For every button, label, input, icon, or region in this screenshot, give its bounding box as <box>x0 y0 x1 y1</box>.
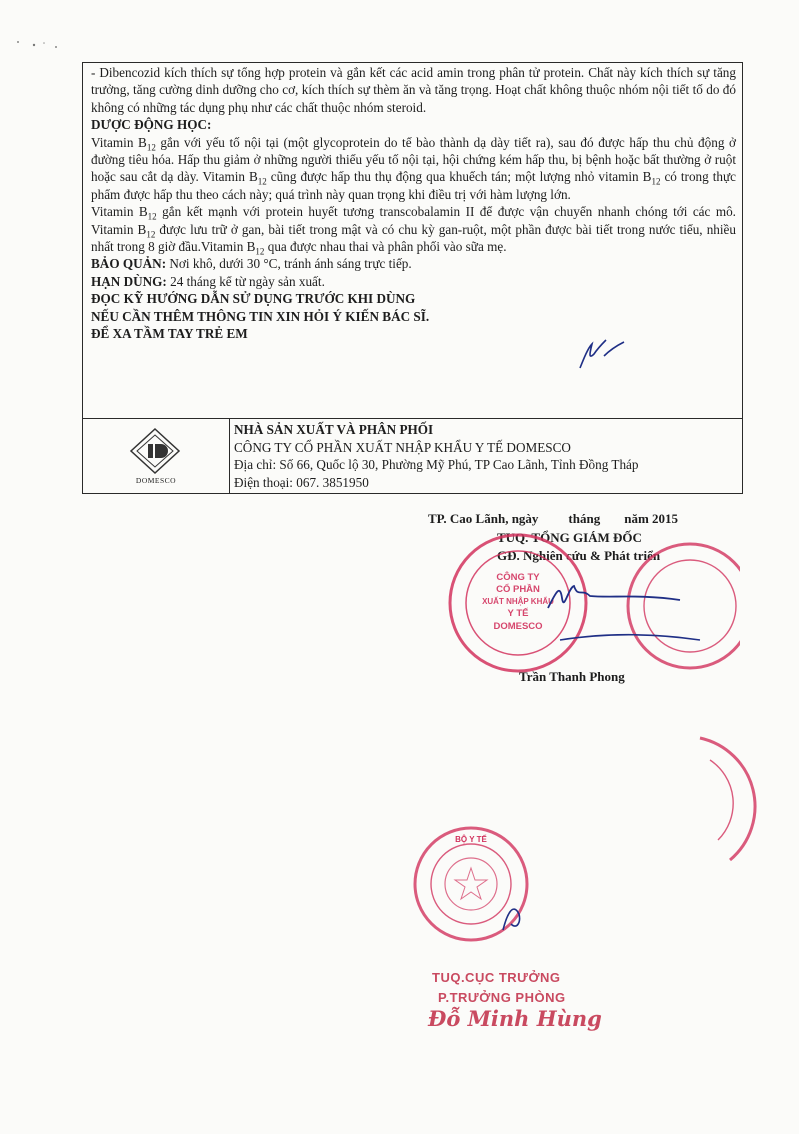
leaflet-content <box>91 64 736 343</box>
manufacturer-info <box>230 419 639 493</box>
storage-line: BẢO QUẢN: Nơi khô, dưới 30 °C, tránh ánh sáng trực tiếp. <box>91 256 412 272</box>
signer-role-2: GĐ. Nghiên cứu & Phát triển <box>497 548 661 563</box>
warning-keep-away-children: ĐỂ XA TẦM TAY TRẺ EM <box>91 326 248 342</box>
blue-pen-initial-mark <box>570 330 630 374</box>
company-stamp <box>440 528 740 678</box>
company-signer-name: Trần Thanh Phong <box>519 669 625 684</box>
stamp-line-4: Y TẾ <box>507 608 529 619</box>
dibencozid-paragraph: - Dibencozid kích thích sự tổng hợp protein và gắn kết các acid amin trong phân tử protein. Chất này kích thích sự tăng trưởng, tăng cường dinh dưỡng cho cơ, kích thích sự thèm ăn và tăng trọng. Hoạt chất không thuộc nhóm nội tiết tố do đó không có những tác dụng phụ như các chất thuộc nhóm steroid. <box>91 65 736 115</box>
partial-stamp-arc <box>680 730 799 870</box>
authority-title-2: P.TRƯỞNG PHÒNG <box>438 990 566 1005</box>
stamp-line-2: CỔ PHẦN <box>496 584 540 595</box>
warning-read-instructions: ĐỌC KỸ HƯỚNG DẪN SỬ DỤNG TRƯỚC KHI DÙNG <box>91 291 416 307</box>
authority-signer-name: Đỗ Minh Hùng <box>428 1006 602 1031</box>
authority-title-1: TUQ.CỤC TRƯỞNG <box>432 970 561 985</box>
stamp-line-1: CÔNG TY <box>496 572 540 583</box>
scan-speck-marks <box>14 38 62 52</box>
expiry-line: HẠN DÙNG: 24 tháng kể từ ngày sản xuất. <box>91 273 325 289</box>
manufacturer-box <box>83 418 742 493</box>
pharmacokinetics-heading: DƯỢC ĐỘNG HỌC: <box>91 117 212 133</box>
pharmacokinetics-paragraph-1: Vitamin $B_{12}$ gắn với yếu tố nội tại (một glycoprotein do tế bào thành dạ dày tiết ra), sau đó được hấp thu chủ động ở đường tiêu hóa. Hấp thu giảm ở những người thiếu yếu tố nội tại, hội chứng kém hấp thu, bị bệnh hoặc bất thường ở ruột hoặc sau cắt dạ dày. Vitamin $B_{12}$ cũng được hấp thu thụ động qua khuếch tán; một lượng nhỏ vitamin $B_{12}$ có trong thực phẩm được hấp thu theo cách này; quá trình này quan trọng khi điều trị với hàm lượng lớn. <box>91 134 736 202</box>
signer-role-1: TUQ. TỔNG GIÁM ĐỐC <box>497 530 642 545</box>
company-address: Địa chỉ: Số 66, Quốc lộ 30, Phường Mỹ Phú, TP Cao Lãnh, Tỉnh Đồng Tháp <box>234 457 639 472</box>
date-place: TP. Cao Lãnh, ngày tháng năm 2015 <box>428 511 679 526</box>
stamp-line-3: XUẤT NHẬP KHẨU <box>482 597 554 606</box>
stamp-line-5: DOMESCO <box>493 621 543 632</box>
ministry-stamp-top-text: BỘ Y TẾ <box>455 835 487 844</box>
leaflet-frame <box>82 62 743 494</box>
ministry-health-stamp <box>403 822 553 952</box>
pharmacokinetics-paragraph-2: Vitamin $B_{12}$ gắn kết mạnh với protein huyết tương transcobalamin II để được vận chuyển nhanh chóng tới các mô. Vitamin $B_{12}$ được lưu trữ ở gan, bài tiết trong mật và có chu kỳ gan-ruột, một phần được bài tiết trong nước tiểu, nhiều nhất trong 8 giờ đầu.Vitamin $B_{12}$ qua được nhau thai và phân phối vào sữa mẹ. <box>91 204 736 257</box>
warning-ask-doctor: NẾU CẦN THÊM THÔNG TIN XIN HỎI Ý KIẾN BÁC SĨ. <box>91 308 430 324</box>
company-name: CÔNG TY CỔ PHẦN XUẤT NHẬP KHẨU Y TẾ DOMESCO <box>234 439 571 455</box>
manufacturer-title: NHÀ SẢN XUẤT VÀ PHÂN PHỐI <box>234 422 434 437</box>
logo-caption: DOMESCO <box>135 476 177 485</box>
domesco-logo-icon <box>127 427 183 475</box>
domesco-logo <box>83 419 230 493</box>
company-phone: Điện thoại: 067. 3851950 <box>234 474 369 490</box>
